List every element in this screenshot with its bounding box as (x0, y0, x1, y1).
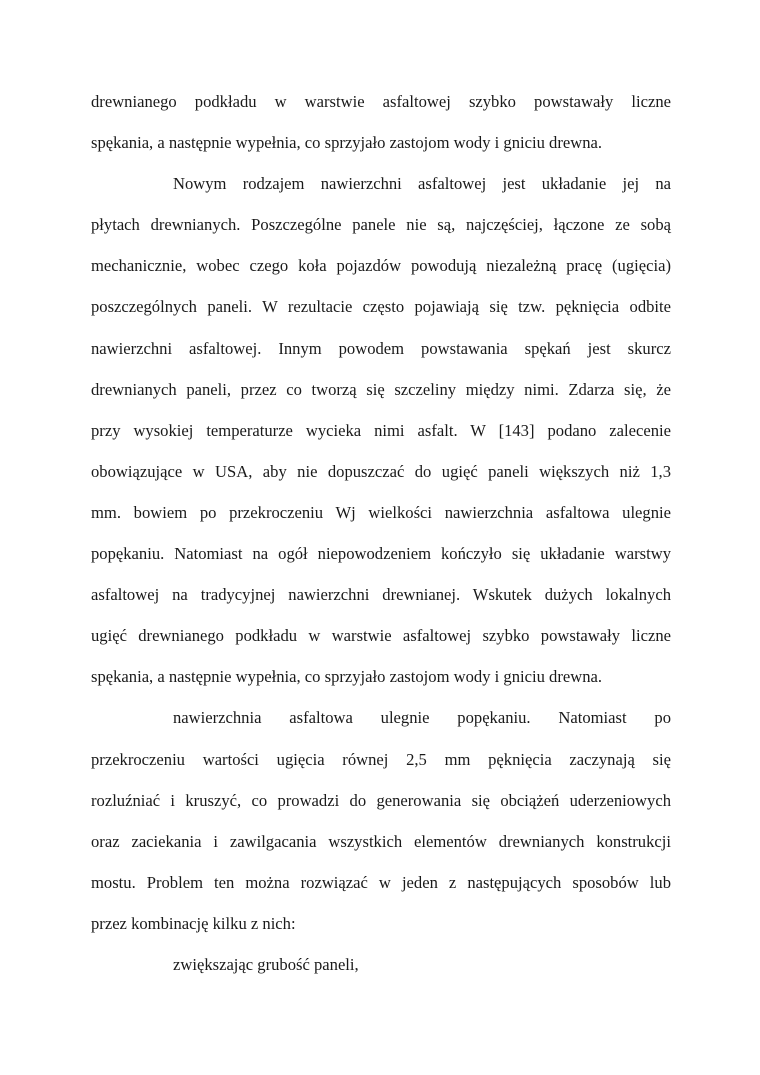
text-line: rozluźniać i kruszyć, co prowadzi do generowania się obciążeń uderzeniowych (91, 790, 671, 810)
text-line: mostu. Problem ten można rozwiązać w jeden z następujących sposobów lub (91, 872, 671, 892)
text-line: poszczególnych paneli. W rezultacie często pojawiają się tzw. pęknięcia odbite (91, 297, 671, 317)
text-line: popękaniu. Natomiast na ogół niepowodzeniem kończyło się układanie warstwy (91, 544, 671, 564)
text-line: Nowym rodzajem nawierzchni asfaltowej jest układanie jej na (173, 174, 671, 194)
text-line: przekroczeniu wartości ugięcia równej 2,5 mm pęknięcia zaczynają się (91, 749, 671, 769)
text-line: drewnianych paneli, przez co tworzą się szczeliny między nimi. Zdarza się, że (91, 379, 671, 399)
text-line: spękania, a następnie wypełnia, co sprzyjało zastojom wody i gniciu drewna. (91, 133, 603, 153)
text-line: płytach drewnianych. Poszczególne panele nie są, najczęściej, łączone ze sobą (91, 215, 671, 235)
text-line: przy wysokiej temperaturze wycieka nimi asfalt. W [143] podano zalecenie (91, 420, 671, 440)
text-line: mechanicznie, wobec czego koła pojazdów powodują niezależną pracę (ugięcia) (91, 256, 671, 276)
document-page (91, 87, 671, 991)
text-line: przez kombinację kilku z nich: (91, 913, 296, 933)
text-line: nawierzchnia asfaltowa ulegnie popękaniu. Natomiast po (173, 708, 671, 728)
text-line: oraz zaciekania i zawilgacania wszystkich elementów drewnianych konstrukcji (91, 831, 671, 851)
text-line: obowiązujące w USA, aby nie dopuszczać do ugięć paneli większych niż 1,3 (91, 461, 671, 481)
text-line: nawierzchni asfaltowej. Innym powodem powstawania spękań jest skurcz (91, 338, 671, 358)
text-line: zwiększając grubość paneli, (173, 954, 359, 974)
text-line: spękania, a następnie wypełnia, co sprzyjało zastojom wody i gniciu drewna. (91, 667, 603, 687)
text-line: ugięć drewnianego podkładu w warstwie asfaltowej szybko powstawały liczne (91, 626, 671, 646)
text-line: mm. bowiem po przekroczeniu Wj wielkości nawierzchnia asfaltowa ulegnie (91, 502, 671, 522)
text-line: asfaltowej na tradycyjnej nawierzchni drewnianej. Wskutek dużych lokalnych (91, 585, 671, 605)
text-line: drewnianego podkładu w warstwie asfaltowej szybko powstawały liczne (91, 92, 671, 111)
